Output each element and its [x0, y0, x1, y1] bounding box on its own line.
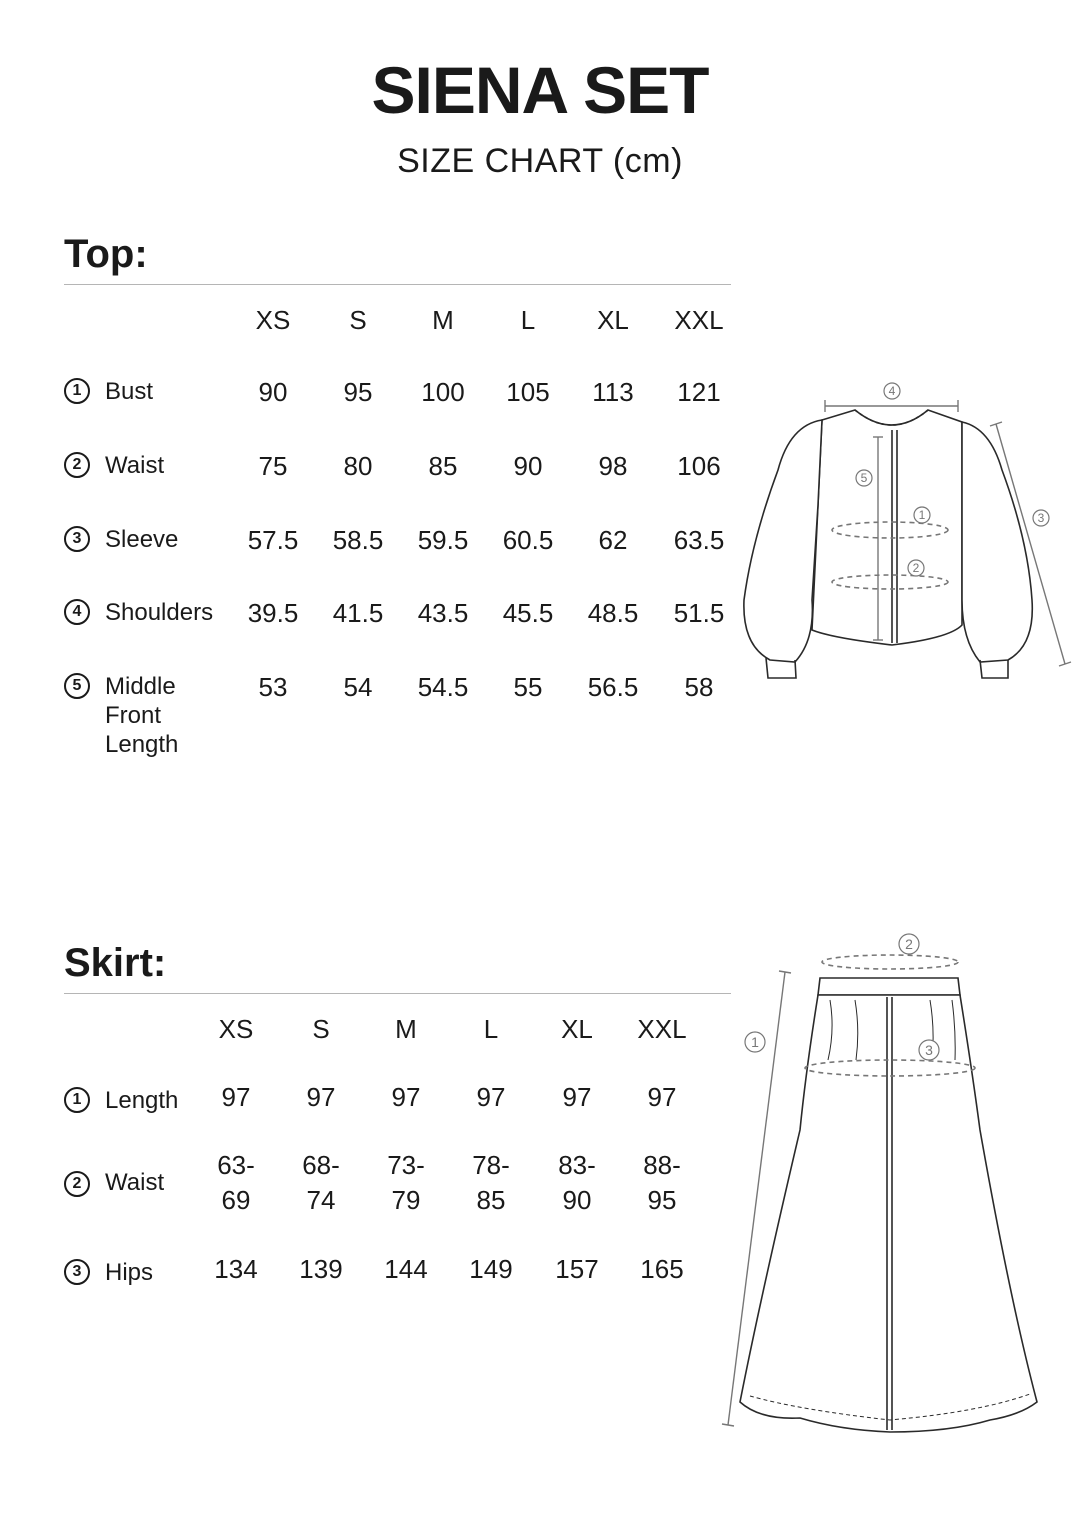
top-marker-text: 3 — [1037, 511, 1045, 525]
table-cell: 139 — [299, 1254, 343, 1284]
table-cell: 54 — [343, 672, 373, 702]
table-cell: 45.5 — [502, 598, 554, 628]
table-cell: 58.5 — [332, 525, 384, 555]
table-cell: 75 — [258, 451, 288, 481]
size-header-s: S — [312, 1014, 330, 1044]
table-cell: 85 — [428, 451, 458, 481]
row-number-badge: 4 — [64, 599, 90, 625]
table-cell: 106 — [677, 451, 721, 481]
table-cell: 157 — [555, 1254, 599, 1284]
row-number-badge: 1 — [64, 378, 90, 404]
top-divider — [64, 284, 731, 285]
top-marker-text: 2 — [912, 561, 920, 575]
table-cell: 88- 95 — [643, 1150, 681, 1215]
table-cell: 144 — [384, 1254, 428, 1284]
table-cell: 80 — [343, 451, 373, 481]
row-number-badge: 2 — [64, 452, 90, 478]
table-cell: 121 — [677, 377, 721, 407]
skirt-section-title: Skirt: — [64, 941, 167, 985]
row-number-badge: 2 — [64, 1171, 90, 1197]
table-cell: 97 — [306, 1082, 336, 1112]
row-label: Hips — [105, 1259, 154, 1286]
page-subtitle: SIZE CHART (cm) — [397, 142, 683, 180]
table-cell: 73- 79 — [387, 1150, 425, 1215]
table-cell: 97 — [391, 1082, 421, 1112]
top-section-title: Top: — [64, 232, 148, 276]
table-cell: 97 — [647, 1082, 677, 1112]
table-cell: 55 — [513, 672, 543, 702]
table-cell: 53 — [258, 672, 288, 702]
table-cell: 63.5 — [673, 525, 725, 555]
table-cell: 41.5 — [332, 598, 384, 628]
table-cell: 95 — [343, 377, 373, 407]
table-cell: 62 — [598, 525, 628, 555]
row-number-badge: 3 — [64, 1259, 90, 1285]
skirt-divider — [64, 993, 731, 994]
table-cell: 134 — [214, 1254, 258, 1284]
skirt-marker-text: 3 — [925, 1042, 933, 1058]
table-cell: 90 — [513, 451, 543, 481]
row-number-badge: 1 — [64, 1087, 90, 1113]
size-header-l: L — [483, 1014, 499, 1044]
top-marker-text: 1 — [918, 508, 926, 522]
table-cell: 63- 69 — [217, 1150, 255, 1215]
size-header-xxl: XXL — [674, 305, 724, 335]
table-cell: 113 — [592, 377, 634, 407]
table-cell: 54.5 — [417, 672, 469, 702]
table-cell: 98 — [598, 451, 628, 481]
table-cell: 97 — [221, 1082, 251, 1112]
table-cell: 165 — [640, 1254, 684, 1284]
table-cell: 39.5 — [247, 598, 299, 628]
table-cell: 100 — [421, 377, 465, 407]
skirt-marker-text: 1 — [751, 1034, 759, 1050]
size-header-m: M — [395, 1014, 417, 1044]
table-cell: 59.5 — [417, 525, 469, 555]
table-cell: 105 — [506, 377, 550, 407]
table-cell: 58 — [684, 672, 714, 702]
row-label: Bust — [105, 378, 154, 405]
table-cell: 51.5 — [673, 598, 725, 628]
table-cell: 78- 85 — [472, 1150, 510, 1215]
table-cell: 90 — [258, 377, 288, 407]
table-cell: 68- 74 — [302, 1150, 340, 1215]
row-label: Waist — [105, 452, 165, 479]
top-garment-illustration — [735, 378, 1080, 688]
skirt-marker-text: 2 — [905, 936, 913, 952]
row-label: Sleeve — [105, 526, 179, 553]
row-label: Shoulders — [105, 599, 214, 626]
table-cell: 48.5 — [587, 598, 639, 628]
size-header-xs: XS — [255, 305, 291, 335]
row-number-badge: 5 — [64, 673, 90, 699]
top-marker-text: 5 — [860, 471, 868, 485]
row-number-badge: 3 — [64, 526, 90, 552]
page-title: SIENA SET — [371, 53, 709, 127]
table-cell: 56.5 — [587, 672, 639, 702]
size-header-xs: XS — [218, 1014, 254, 1044]
table-cell: 97 — [562, 1082, 592, 1112]
size-header-s: S — [349, 305, 367, 335]
row-label: Waist — [105, 1169, 165, 1196]
row-label: Middle Front Length — [105, 673, 179, 758]
table-cell: 97 — [476, 1082, 506, 1112]
size-header-xxl: XXL — [637, 1014, 687, 1044]
top-marker-text: 4 — [888, 384, 896, 398]
row-label: Length — [105, 1087, 179, 1114]
size-header-m: M — [432, 305, 454, 335]
size-header-xl: XL — [597, 305, 629, 335]
table-cell: 149 — [469, 1254, 513, 1284]
skirt-garment-illustration — [720, 930, 1060, 1435]
table-cell: 60.5 — [502, 525, 554, 555]
table-cell: 83- 90 — [558, 1150, 596, 1215]
table-cell: 57.5 — [247, 525, 299, 555]
table-cell: 43.5 — [417, 598, 469, 628]
size-header-l: L — [520, 305, 536, 335]
size-header-xl: XL — [561, 1014, 593, 1044]
